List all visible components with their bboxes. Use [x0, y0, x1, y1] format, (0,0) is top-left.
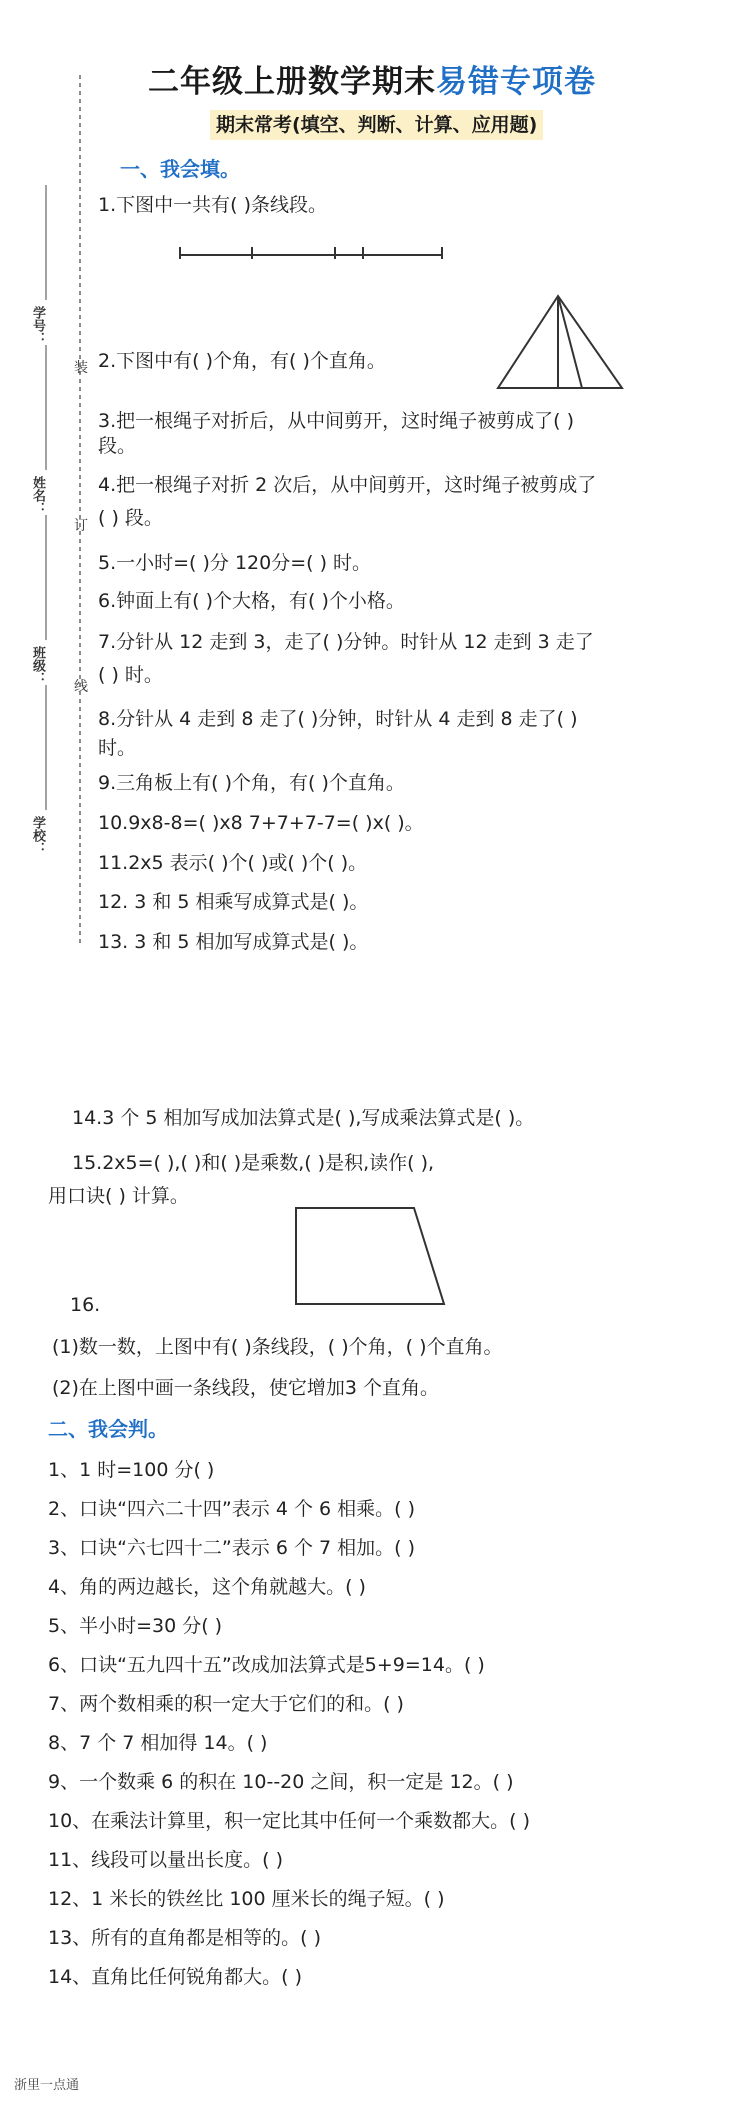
footer-source: 浙里一点通 [14, 2078, 80, 2093]
triangle-figure [490, 290, 630, 400]
question-15-cont: 用口诀( ) 计算。 [48, 1185, 189, 1207]
question-15: 15.2x5=( ),( )和( )是乘数,( )是积,读作( ), [72, 1152, 435, 1174]
judge-item-14: 14、直角比任何锐角都大。( ) [48, 1966, 303, 1988]
binding-char-ding: 订 [74, 518, 88, 534]
judge-item-10: 10、在乘法计算里，积一定比其中任何一个乘数都大。( ) [48, 1810, 531, 1832]
judge-item-7: 7、两个数相乘的积一定大于它们的和。( ) [48, 1693, 404, 1715]
question-9: 9.三角板上有( )个角，有( )个直角。 [98, 772, 405, 794]
question-6: 6.钟面上有( )个大格，有( )个小格。 [98, 590, 405, 612]
judge-item-2: 2、口诀“四六二十四”表示 4 个 6 相乘。( ) [48, 1498, 415, 1520]
binding-char-zhuang: 装 [74, 360, 88, 376]
question-10: 10.9x8-8=( )x8 7+7+7-7=( )x( )。 [98, 812, 424, 834]
title-main: 二年级上册数学期末 [148, 64, 436, 100]
judge-item-9: 9、一个数乘 6 的积在 10--20 之间，积一定是 12。( ) [48, 1771, 514, 1793]
label-student-id: 学号： [30, 306, 45, 345]
question-1: 1.下图中一共有( )条线段。 [98, 194, 327, 216]
question-12: 12. 3 和 5 相乘写成算式是( )。 [98, 891, 369, 913]
question-3-cont: 段。 [98, 435, 137, 457]
judge-item-1: 1、1 时=100 分( ) [48, 1459, 215, 1481]
question-4-cont: ( ) 段。 [98, 507, 163, 529]
title-highlight: 易错专项卷 [436, 64, 596, 100]
question-5: 5.一小时=( )分 120分=( ) 时。 [98, 552, 372, 574]
judge-item-6: 6、口诀“五九四十五”改成加法算式是5+9=14。( ) [48, 1654, 485, 1676]
judge-item-12: 12、1 米长的铁丝比 100 厘米长的绳子短。( ) [48, 1888, 445, 1910]
question-2: 2.下图中有( )个角，有( )个直角。 [98, 350, 386, 372]
trapezoid-figure [290, 1200, 460, 1310]
label-school: 学校： [30, 816, 45, 855]
question-7-cont: ( ) 时。 [98, 664, 163, 686]
label-class: 班级： [30, 646, 45, 685]
judge-item-5: 5、半小时=30 分( ) [48, 1615, 223, 1637]
question-16: 16. [70, 1294, 101, 1316]
section-fill-heading: 一、我会填。 [120, 157, 240, 181]
label-name: 姓名： [30, 476, 45, 515]
question-14: 14.3 个 5 相加写成加法算式是( ),写成乘法算式是( )。 [72, 1107, 535, 1129]
judge-item-3: 3、口诀“六七四十二”表示 6 个 7 相加。( ) [48, 1537, 415, 1559]
judge-item-11: 11、线段可以量出长度。( ) [48, 1849, 284, 1871]
question-16-part2: (2)在上图中画一条线段，使它增加3 个直角。 [52, 1377, 440, 1399]
question-11: 11.2x5 表示( )个( )或( )个( )。 [98, 852, 368, 874]
question-7: 7.分针从 12 走到 3，走了( )分钟。时针从 12 走到 3 走了 [98, 631, 594, 653]
question-16-part1: (1)数一数，上图中有( )条线段，( )个角，( )个直角。 [52, 1336, 503, 1358]
binding-char-xian: 线 [74, 679, 88, 695]
page-subtitle: 期末常考(填空、判断、计算、应用题) [210, 110, 543, 140]
line-segment-figure [170, 232, 450, 262]
binding-margin [0, 0, 100, 960]
question-8-cont: 时。 [98, 737, 137, 759]
question-4: 4.把一根绳子对折 2 次后，从中间剪开，这时绳子被剪成了 [98, 474, 597, 496]
question-8: 8.分针从 4 走到 8 走了( )分钟，时针从 4 走到 8 走了( ) [98, 708, 578, 730]
question-13: 13. 3 和 5 相加写成算式是( )。 [98, 931, 369, 953]
judge-item-8: 8、7 个 7 相加得 14。( ) [48, 1732, 268, 1754]
section-judge-heading: 二、我会判。 [48, 1417, 168, 1441]
page-title [0, 56, 744, 101]
judge-item-4: 4、角的两边越长，这个角就越大。( ) [48, 1576, 366, 1598]
question-3: 3.把一根绳子对折后，从中间剪开，这时绳子被剪成了( ) [98, 410, 574, 432]
judge-item-13: 13、所有的直角都是相等的。( ) [48, 1927, 322, 1949]
